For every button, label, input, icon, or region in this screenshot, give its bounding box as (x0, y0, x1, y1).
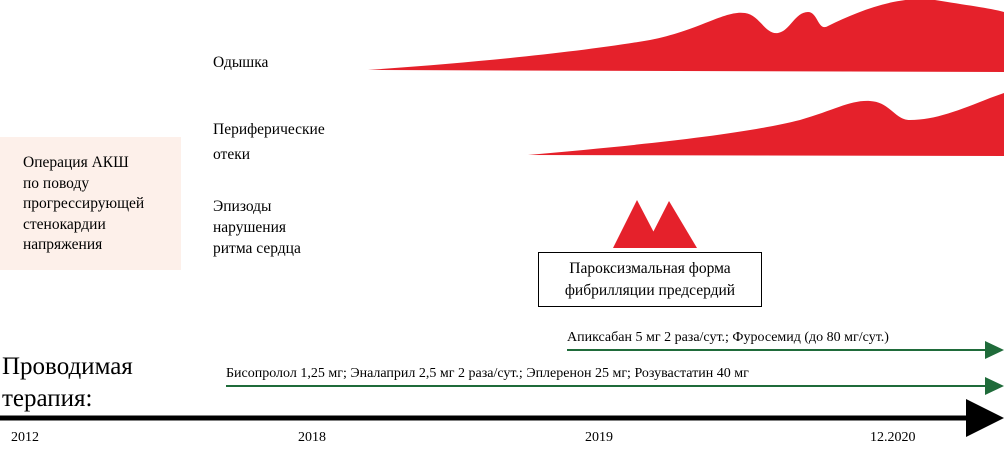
year-label: 12.2020 (870, 430, 916, 445)
af-callout: Пароксизмальная форма фибрилляции предсердий (538, 252, 762, 307)
symptom-label-arrhythmia: Эпизоды нарушения ритма сердца (213, 198, 301, 257)
year-label: 2019 (585, 430, 613, 445)
year-label: 2012 (11, 430, 39, 445)
symptom-label-edema: Периферические отеки (213, 121, 325, 163)
dyspnea-shape (368, 0, 1004, 72)
arrhythmia-peak-2 (645, 201, 697, 248)
cabg-event-text: Операция АКШ по поводу прогрессирующей стенокардии напряжения (23, 154, 145, 253)
therapy-bisoprolol-label: Бисопролол 1,25 мг; Эналаприл 2,5 мг 2 раза/сут.; Эплеренон 25 мг; Розувастатин 40 мг (226, 366, 749, 381)
symptom-label-dyspnea: Одышка (213, 54, 269, 71)
edema-shape (528, 93, 1004, 156)
year-label: 2018 (298, 430, 326, 445)
therapy-apixaban-label: Апиксабан 5 мг 2 раза/сут.; Фуросемид (до 80 мг/сут.) (567, 330, 889, 345)
therapy-heading: Проводимая терапия: (2, 353, 133, 412)
